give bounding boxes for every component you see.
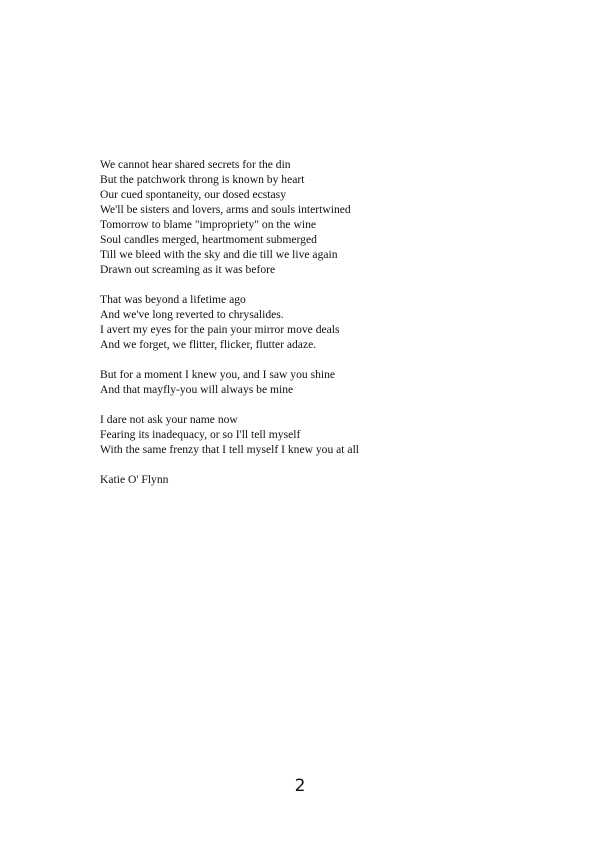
poem-line: That was beyond a lifetime ago (100, 293, 246, 306)
author-name: Katie O' Flynn (100, 473, 169, 486)
poem-line: Soul candles merged, heartmoment submerged (100, 233, 317, 246)
poem-line: And we forget, we flitter, flicker, flutter adaze. (100, 338, 317, 351)
poem-line: With the same frenzy that I tell myself I knew you at all (100, 443, 360, 456)
page-number: 2 (294, 776, 306, 796)
poem-line: And we've long reverted to chrysalides. (100, 308, 284, 321)
poem-line: Till we bleed with the sky and die till we live again (100, 248, 338, 261)
poem-line: Our cued spontaneity, our dosed ecstasy (100, 188, 286, 201)
poem-line: We'll be sisters and lovers, arms and souls intertwined (100, 203, 351, 216)
poem-line: But the patchwork throng is known by heart (100, 173, 305, 186)
stanza-4 (100, 412, 540, 457)
poem-line: Fearing its inadequacy, or so I'll tell myself (100, 428, 301, 441)
poem-line: I avert my eyes for the pain your mirror move deals (100, 323, 340, 336)
poem-line: And that mayfly-you will always be mine (100, 383, 294, 396)
poem-line: But for a moment I knew you, and I saw you shine (100, 368, 336, 381)
stanza-1 (100, 157, 540, 277)
poem-line: Tomorrow to blame "impropriety" on the wine (100, 218, 317, 231)
poem-line: I dare not ask your name now (100, 413, 238, 426)
poem-line: Drawn out screaming as it was before (100, 263, 276, 276)
stanza-2 (100, 292, 540, 352)
stanza-3 (100, 367, 540, 397)
poem-body (100, 157, 540, 487)
poem-line: We cannot hear shared secrets for the din (100, 158, 291, 171)
